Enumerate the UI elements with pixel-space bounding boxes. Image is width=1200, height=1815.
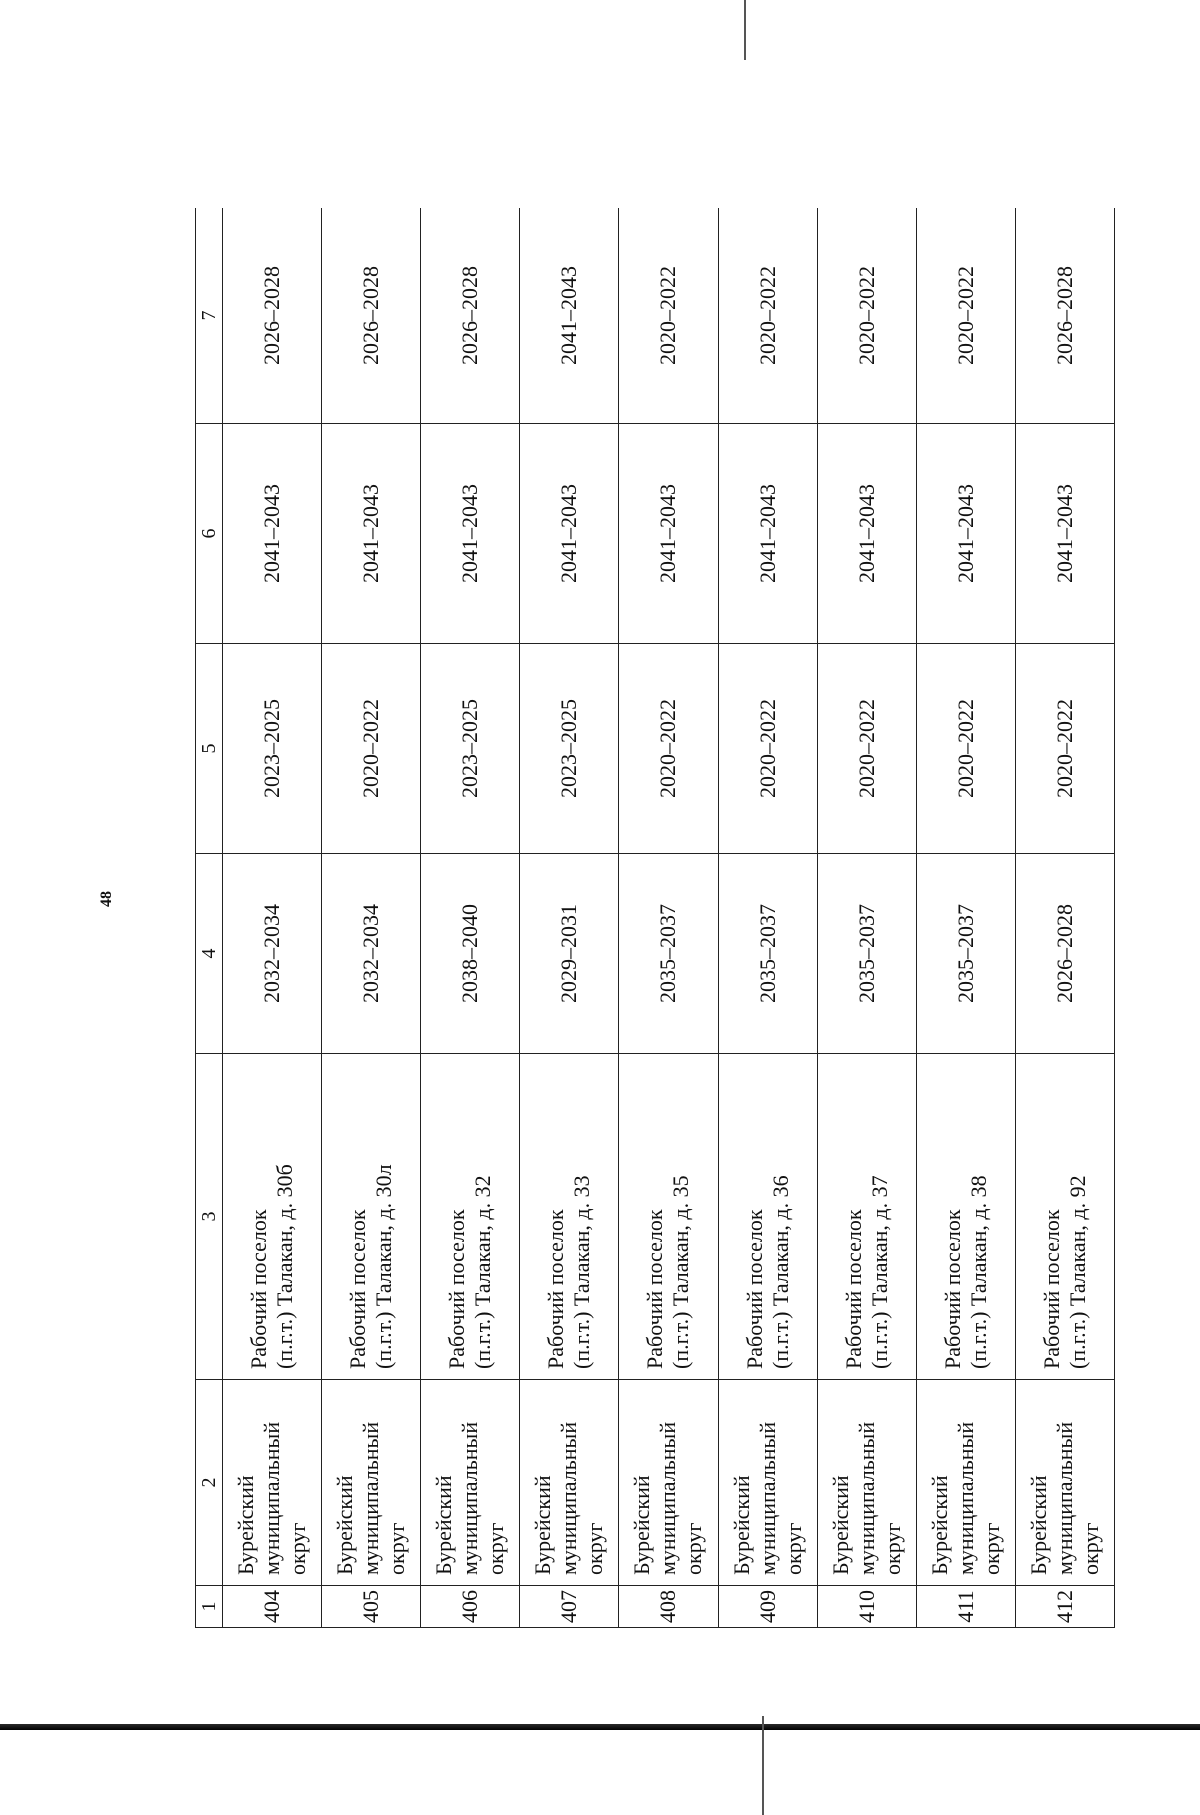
address-cell: [322, 1054, 421, 1380]
district-line: округ: [582, 1522, 608, 1575]
district-cell: [619, 1380, 718, 1586]
period-cell-col4: 2035–2037: [619, 854, 718, 1054]
row-number-cell: 405: [322, 1586, 421, 1628]
district-line: округ: [978, 1522, 1004, 1575]
column-number-row: [196, 208, 223, 1628]
district-line: Бурейский: [1025, 1475, 1051, 1575]
scan-edge-bar: [0, 1724, 1200, 1730]
address-line: Рабочий поселок: [345, 1209, 371, 1369]
district-line: округ: [384, 1522, 410, 1575]
district-line: муниципальный: [358, 1421, 384, 1575]
address-line: (п.г.т.) Талакан, д. 33: [569, 1175, 595, 1369]
district-line: Бурейский: [728, 1475, 754, 1575]
column-header: 5: [196, 644, 223, 854]
address-line: (п.г.т.) Талакан, д. 32: [470, 1175, 496, 1369]
table-row: [916, 208, 1015, 1628]
address-line: Рабочий поселок: [543, 1209, 569, 1369]
table-row: [223, 208, 322, 1628]
period-cell-col4: 2032–2034: [223, 854, 322, 1054]
district-line: Бурейский: [233, 1475, 259, 1575]
district-cell: [916, 1380, 1015, 1586]
address-line: (п.г.т.) Талакан, д. 38: [965, 1175, 991, 1369]
period-cell-col4: 2035–2037: [817, 854, 916, 1054]
district-line: муниципальный: [754, 1421, 780, 1575]
address-line: (п.г.т.) Талакан, д. 30б: [272, 1164, 298, 1369]
address-cell: [421, 1054, 520, 1380]
district-cell: [520, 1380, 619, 1586]
district-line: Бурейский: [431, 1475, 457, 1575]
district-cell: [718, 1380, 817, 1586]
row-number-cell: 404: [223, 1586, 322, 1628]
address-line: Рабочий поселок: [741, 1209, 767, 1369]
period-cell-col7: 2041–2043: [520, 208, 619, 424]
address-line: (п.г.т.) Талакан, д. 92: [1064, 1175, 1090, 1369]
row-number-cell: 410: [817, 1586, 916, 1628]
period-cell-col5: 2023–2025: [520, 644, 619, 854]
district-line: муниципальный: [1051, 1421, 1077, 1575]
district-line: муниципальный: [853, 1421, 879, 1575]
period-cell-col7: 2020–2022: [817, 208, 916, 424]
district-line: Бурейский: [926, 1475, 952, 1575]
period-cell-col6: 2041–2043: [718, 424, 817, 644]
scan-artifact-mark: [762, 1716, 764, 1815]
district-line: муниципальный: [457, 1421, 483, 1575]
district-line: муниципальный: [556, 1421, 582, 1575]
address-line: Рабочий поселок: [642, 1209, 668, 1369]
period-cell-col6: 2041–2043: [916, 424, 1015, 644]
district-line: Бурейский: [332, 1475, 358, 1575]
period-cell-col6: 2041–2043: [619, 424, 718, 644]
district-line: округ: [879, 1522, 905, 1575]
table-row: [520, 208, 619, 1628]
district-line: округ: [285, 1522, 311, 1575]
period-cell-col4: 2026–2028: [1015, 854, 1114, 1054]
period-cell-col7: 2020–2022: [916, 208, 1015, 424]
period-cell-col7: 2026–2028: [322, 208, 421, 424]
period-cell-col5: 2020–2022: [718, 644, 817, 854]
table-row: [421, 208, 520, 1628]
period-cell-col4: 2035–2037: [916, 854, 1015, 1054]
period-cell-col6: 2041–2043: [223, 424, 322, 644]
district-cell: [1015, 1380, 1114, 1586]
address-line: (п.г.т.) Талакан, д. 35: [668, 1175, 694, 1369]
row-number-cell: 406: [421, 1586, 520, 1628]
period-cell-col6: 2041–2043: [322, 424, 421, 644]
column-header: 2: [196, 1380, 223, 1586]
address-cell: [619, 1054, 718, 1380]
district-line: муниципальный: [259, 1421, 285, 1575]
address-cell: [916, 1054, 1015, 1380]
row-number-cell: 408: [619, 1586, 718, 1628]
address-line: Рабочий поселок: [1038, 1209, 1064, 1369]
district-cell: [223, 1380, 322, 1586]
address-cell: [718, 1054, 817, 1380]
period-cell-col7: 2020–2022: [718, 208, 817, 424]
period-cell-col6: 2041–2043: [421, 424, 520, 644]
period-cell-col6: 2041–2043: [1015, 424, 1114, 644]
table-container: [195, 208, 1115, 1628]
period-cell-col6: 2041–2043: [817, 424, 916, 644]
rotated-table-frame: [195, 208, 1115, 1628]
district-line: округ: [483, 1522, 509, 1575]
period-cell-col5: 2020–2022: [322, 644, 421, 854]
district-cell: [817, 1380, 916, 1586]
column-header: 7: [196, 208, 223, 424]
district-line: округ: [780, 1522, 806, 1575]
district-cell: [421, 1380, 520, 1586]
period-cell-col7: 2026–2028: [223, 208, 322, 424]
column-header: 4: [196, 854, 223, 1054]
period-cell-col6: 2041–2043: [520, 424, 619, 644]
district-line: округ: [1077, 1522, 1103, 1575]
period-cell-col7: 2026–2028: [421, 208, 520, 424]
scan-artifact-mark: [744, 0, 746, 60]
district-line: муниципальный: [952, 1421, 978, 1575]
period-cell-col7: 2026–2028: [1015, 208, 1114, 424]
address-cell: [520, 1054, 619, 1380]
address-line: Рабочий поселок: [939, 1209, 965, 1369]
address-cell: [223, 1054, 322, 1380]
table-row: [817, 208, 916, 1628]
address-line: Рабочий поселок: [444, 1209, 470, 1369]
address-line: Рабочий поселок: [246, 1209, 272, 1369]
district-line: муниципальный: [655, 1421, 681, 1575]
address-line: (п.г.т.) Талакан, д. 36: [767, 1175, 793, 1369]
address-line: Рабочий поселок: [840, 1209, 866, 1369]
period-cell-col4: 2035–2037: [718, 854, 817, 1054]
district-line: округ: [681, 1522, 707, 1575]
table-row: [718, 208, 817, 1628]
table-row: [322, 208, 421, 1628]
address-cell: [1015, 1054, 1114, 1380]
address-line: (п.г.т.) Талакан, д. 30л: [371, 1164, 397, 1369]
district-line: Бурейский: [530, 1475, 556, 1575]
period-cell-col5: 2023–2025: [421, 644, 520, 854]
row-number-cell: 409: [718, 1586, 817, 1628]
district-cell: [322, 1380, 421, 1586]
address-line: (п.г.т.) Талакан, д. 37: [866, 1175, 892, 1369]
period-cell-col7: 2020–2022: [619, 208, 718, 424]
column-header: 6: [196, 424, 223, 644]
column-header: 1: [196, 1586, 223, 1628]
period-cell-col4: 2038–2040: [421, 854, 520, 1054]
column-header: 3: [196, 1054, 223, 1380]
period-cell-col4: 2029–2031: [520, 854, 619, 1054]
page-number: 48: [98, 891, 115, 907]
period-cell-col4: 2032–2034: [322, 854, 421, 1054]
row-number-cell: 407: [520, 1586, 619, 1628]
period-cell-col5: 2020–2022: [1015, 644, 1114, 854]
schedule-table: [195, 208, 1115, 1628]
district-line: Бурейский: [629, 1475, 655, 1575]
table-row: [1015, 208, 1114, 1628]
period-cell-col5: 2020–2022: [817, 644, 916, 854]
address-cell: [817, 1054, 916, 1380]
period-cell-col5: 2023–2025: [223, 644, 322, 854]
row-number-cell: 411: [916, 1586, 1015, 1628]
period-cell-col5: 2020–2022: [619, 644, 718, 854]
row-number-cell: 412: [1015, 1586, 1114, 1628]
table-row: [619, 208, 718, 1628]
district-line: Бурейский: [827, 1475, 853, 1575]
period-cell-col5: 2020–2022: [916, 644, 1015, 854]
